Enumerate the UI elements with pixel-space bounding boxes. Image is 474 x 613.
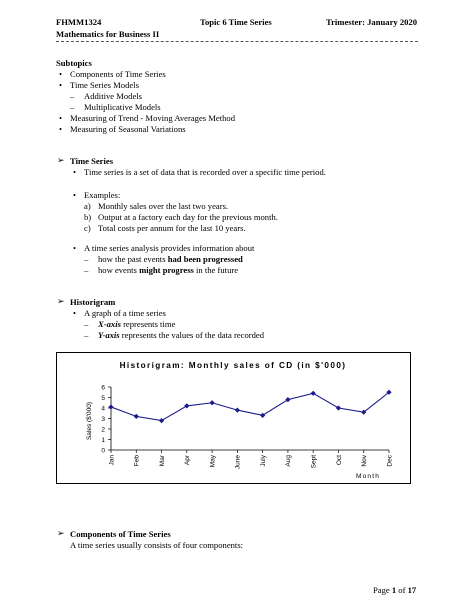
y-tick-label: 3 bbox=[101, 415, 105, 423]
subtopic-subitem: Multiplicative Models bbox=[84, 102, 161, 112]
data-point-marker bbox=[311, 391, 316, 396]
bullet-icon: • bbox=[73, 190, 77, 200]
bullet-icon: • bbox=[59, 80, 63, 90]
header-separator bbox=[56, 41, 418, 42]
x-tick-label: Nov bbox=[361, 455, 369, 467]
x-tick-label: Jan bbox=[108, 455, 116, 466]
y-tick-label: 4 bbox=[101, 405, 105, 413]
dash-icon: – bbox=[70, 91, 75, 101]
example-item: Total costs per annum for the last 10 years. bbox=[98, 223, 246, 233]
example-marker: a) bbox=[84, 201, 91, 211]
trimester: Trimester: January 2020 bbox=[326, 17, 418, 27]
bullet-icon: • bbox=[59, 69, 63, 79]
chart-series-line bbox=[108, 390, 391, 424]
x-tick-label: Oct bbox=[335, 455, 343, 466]
historigram-chart bbox=[57, 353, 410, 483]
analysis-intro: A time series analysis provides information about bbox=[84, 243, 255, 253]
x-tick-label: June bbox=[234, 455, 242, 470]
subtopic-item: Measuring of Trend - Moving Averages Method bbox=[70, 113, 236, 123]
historigram-intro: A graph of a time series bbox=[84, 308, 166, 318]
example-marker: c) bbox=[84, 223, 91, 233]
data-point-marker bbox=[209, 400, 214, 405]
data-point-marker bbox=[336, 405, 341, 410]
data-point-marker bbox=[184, 403, 189, 408]
subtopic-item: Components of Time Series bbox=[70, 69, 166, 79]
time-series-definition: Time series is a set of data that is recorded over a specific time period. bbox=[84, 167, 326, 177]
chart-title: Historigram: Monthly sales of CD (in $'000) bbox=[119, 361, 347, 370]
dash-icon: – bbox=[70, 102, 75, 112]
chart-x-axis-label: Month bbox=[355, 473, 381, 480]
x-tick-label: Dec bbox=[386, 455, 394, 467]
subtopics-heading: Subtopics bbox=[56, 58, 92, 68]
data-point-marker bbox=[285, 397, 290, 402]
y-tick-label: 5 bbox=[101, 394, 105, 402]
example-item: Output at a factory each day for the previous month. bbox=[98, 212, 278, 222]
dash-icon: – bbox=[84, 319, 89, 329]
bullet-icon: • bbox=[59, 113, 63, 123]
subtopic-item: Measuring of Seasonal Variations bbox=[70, 124, 186, 134]
y-tick-label: 1 bbox=[101, 436, 105, 444]
historigram-chart-frame bbox=[56, 352, 411, 484]
y-tick-label: 6 bbox=[101, 384, 105, 392]
historigram-heading: Historigram bbox=[70, 297, 116, 307]
components-heading: Components of Time Series bbox=[70, 529, 171, 539]
bullet-icon: • bbox=[73, 167, 77, 177]
examples-label: Examples: bbox=[84, 190, 121, 200]
y-tick-label: 2 bbox=[101, 426, 105, 434]
x-tick-label: July bbox=[259, 455, 267, 467]
subject-title: Mathematics for Business II bbox=[56, 29, 160, 39]
dash-icon: – bbox=[84, 265, 89, 275]
bullet-icon: • bbox=[73, 243, 77, 253]
x-axis-description: X-axis represents time bbox=[98, 319, 176, 329]
bullet-icon: • bbox=[73, 308, 77, 318]
time-series-heading: Time Series bbox=[70, 156, 114, 166]
page-number: Page 1 of 17 bbox=[373, 585, 417, 595]
bullet-icon: • bbox=[59, 124, 63, 134]
components-text: A time series usually consists of four components: bbox=[70, 540, 244, 550]
topic-title: Topic 6 Time Series bbox=[200, 17, 272, 27]
x-tick-label: Feb bbox=[133, 455, 141, 467]
data-point-marker bbox=[108, 404, 113, 409]
x-tick-label: May bbox=[209, 455, 217, 468]
y-axis-description: Y-axis represents the values of the data recorded bbox=[98, 330, 265, 340]
arrow-bullet-icon: ➢ bbox=[57, 296, 65, 306]
y-tick-label: 0 bbox=[101, 447, 105, 455]
course-code: FHMM1324 bbox=[56, 17, 102, 27]
chart-y-axis-label: Sales ($'000) bbox=[86, 401, 93, 441]
analysis-item: how the past events had been progressed bbox=[98, 254, 243, 264]
chart-axes bbox=[101, 384, 393, 469]
data-point-marker bbox=[134, 414, 139, 419]
data-point-marker bbox=[260, 413, 265, 418]
arrow-bullet-icon: ➢ bbox=[57, 528, 65, 538]
subtopic-subitem: Additive Models bbox=[84, 91, 143, 101]
x-tick-label: Mar bbox=[158, 455, 166, 467]
x-tick-label: Aug bbox=[285, 455, 293, 467]
example-marker: b) bbox=[84, 212, 92, 222]
subtopic-item: Time Series Models bbox=[70, 80, 139, 90]
dash-icon: – bbox=[84, 254, 89, 264]
arrow-bullet-icon: ➢ bbox=[57, 155, 65, 165]
x-tick-label: Sept bbox=[310, 455, 318, 469]
dash-icon: – bbox=[84, 330, 89, 340]
x-tick-label: Apr bbox=[184, 455, 192, 466]
data-point-marker bbox=[235, 408, 240, 413]
analysis-item: how events might progress in the future bbox=[98, 265, 239, 275]
data-point-marker bbox=[159, 418, 164, 423]
example-item: Monthly sales over the last two years. bbox=[98, 201, 229, 211]
series-line bbox=[111, 392, 389, 420]
